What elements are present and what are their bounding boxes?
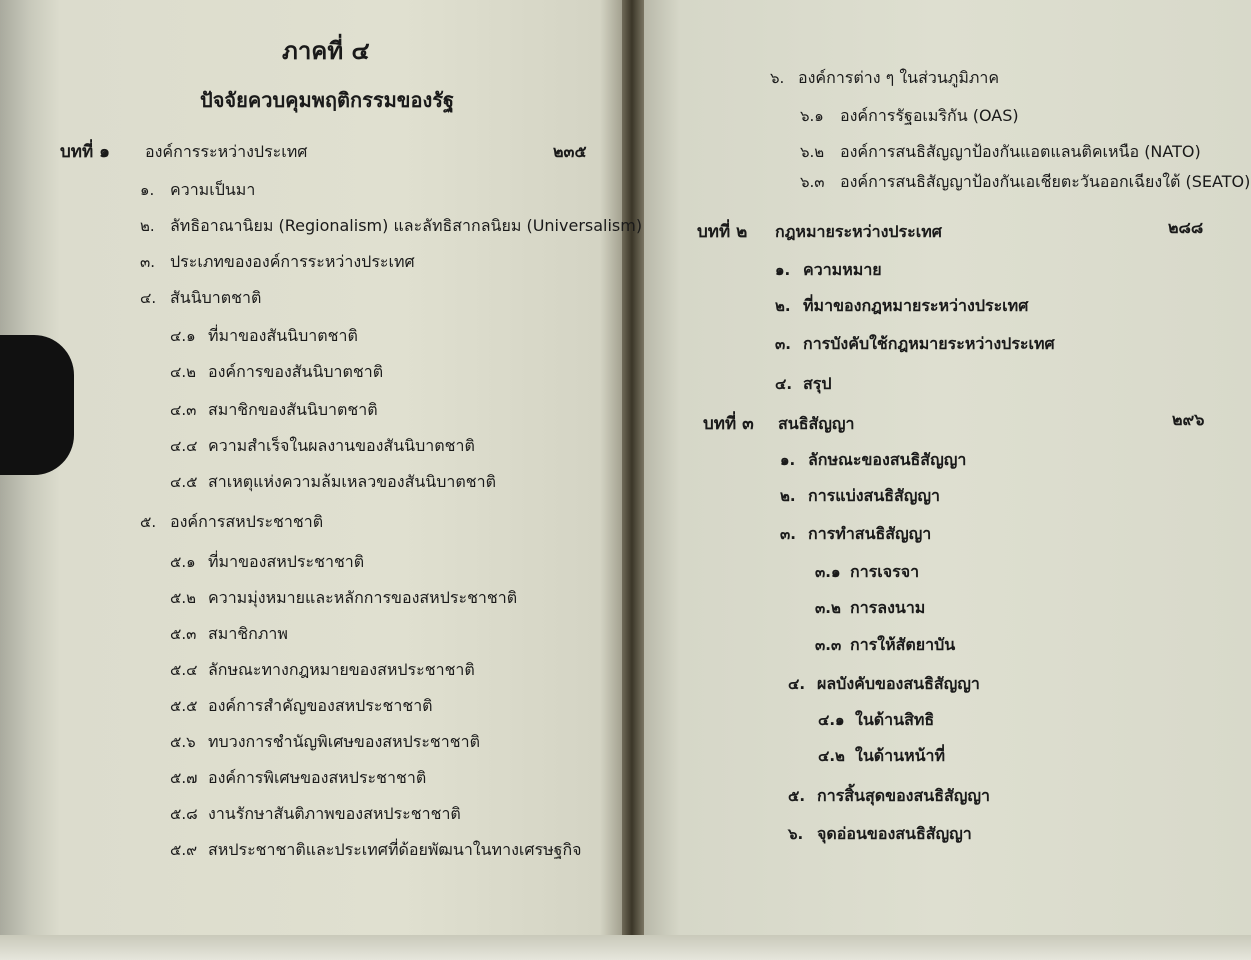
- toc-item-number: ๖.๒: [800, 143, 825, 161]
- black-clip-object: [0, 335, 74, 475]
- toc-item-text: ในด้านสิทธิ: [855, 710, 935, 729]
- toc-item-number: ๕.๓: [170, 625, 197, 643]
- toc-item-text: การลงนาม: [850, 598, 926, 617]
- toc-item-text: ที่มาของสหประชาชาติ: [208, 552, 365, 571]
- toc-item-number: ๕.๕: [170, 697, 198, 715]
- toc-item-text: ลัทธิอาณานิยม (Regionalism) และลัทธิสากลนิยม (Universalism): [170, 216, 643, 235]
- toc-item-text: การแบ่งสนธิสัญญา: [808, 486, 941, 505]
- toc-item-text: การทำสนธิสัญญา: [808, 524, 932, 543]
- toc-item-text: งานรักษาสันติภาพของสหประชาชาติ: [208, 804, 461, 823]
- toc-item-text: ความหมาย: [803, 260, 882, 279]
- toc-item-text: สรุป: [803, 374, 832, 393]
- toc-item-text: สาเหตุแห่งความล้มเหลวของสันนิบาตชาติ: [208, 472, 496, 491]
- toc-item-text: การให้สัตยาบัน: [850, 635, 956, 654]
- toc-item-text: องค์การสนธิสัญญาป้องกันแอตแลนติคเหนือ (NATO): [840, 142, 1201, 161]
- toc-item-number: ๔.๒: [170, 363, 197, 381]
- chapter-1-title: องค์การระหว่างประเทศ: [145, 142, 308, 161]
- toc-item-text: องค์การสหประชาชาติ: [170, 512, 324, 531]
- chapter-3-page: ๒๙๖: [1172, 410, 1205, 429]
- toc-item-number: ๕.: [788, 787, 806, 805]
- toc-item-text: ความมุ่งหมายและหลักการของสหประชาชาติ: [208, 588, 518, 607]
- toc-item-number: ๕.๙: [170, 841, 198, 859]
- toc-item-number: ๖.๓: [800, 173, 825, 191]
- toc-item-number: ๒.: [140, 217, 155, 235]
- toc-item-text: จุดอ่อนของสนธิสัญญา: [817, 824, 972, 843]
- book-gutter: [622, 0, 644, 960]
- toc-item-number: ๒.: [780, 487, 796, 505]
- chapter-1-label: บทที่ ๑: [60, 142, 110, 162]
- toc-item-text: องค์การต่าง ๆ ในส่วนภูมิภาค: [798, 68, 1000, 87]
- toc-item-number: ๓.: [775, 335, 791, 353]
- toc-item-text: ผลบังคับของสนธิสัญญา: [817, 674, 980, 693]
- toc-item-text: สหประชาชาติและประเทศที่ด้อยพัฒนาในทางเศรษฐกิจ: [208, 840, 582, 859]
- toc-item-text: องค์การพิเศษของสหประชาชาติ: [208, 768, 427, 787]
- toc-item-number: ๔.๕: [170, 473, 198, 491]
- toc-item-text: การเจรจา: [850, 562, 920, 581]
- chapter-3-title: สนธิสัญญา: [778, 414, 855, 433]
- toc-item-number: ๓.๑: [815, 563, 841, 581]
- toc-item-text: สมาชิกภาพ: [208, 624, 288, 643]
- toc-item-number: ๔.: [140, 289, 157, 307]
- part-title: ภาคที่ ๔: [282, 37, 370, 65]
- toc-item-number: ๕.๒: [170, 589, 197, 607]
- toc-item-number: ๔.๓: [170, 401, 197, 419]
- chapter-2-label: บทที่ ๒: [697, 222, 748, 242]
- toc-item-number: ๔.๑: [170, 327, 196, 345]
- toc-item-text: องค์การของสันนิบาตชาติ: [208, 362, 384, 381]
- toc-item-number: ๑.: [140, 181, 155, 199]
- toc-item-number: ๓.: [140, 253, 156, 271]
- toc-item-text: สมาชิกของสันนิบาตชาติ: [208, 400, 378, 419]
- chapter-2-title: กฎหมายระหว่างประเทศ: [775, 222, 942, 241]
- toc-item-number: ๔.๒: [818, 747, 845, 765]
- toc-item-text: ความสำเร็จในผลงานของสันนิบาตชาติ: [208, 436, 475, 455]
- toc-item-number: ๓.๒: [815, 599, 841, 617]
- toc-item-text: ในด้านหน้าที่: [855, 746, 946, 765]
- toc-item-number: ๖.๑: [800, 107, 824, 125]
- chapter-3-label: บทที่ ๓: [703, 414, 754, 434]
- toc-item-text: ลักษณะของสนธิสัญญา: [808, 450, 967, 469]
- toc-item-number: ๓.๓: [815, 636, 842, 654]
- toc-item-text: องค์การรัฐอเมริกัน (OAS): [840, 106, 1019, 125]
- toc-item-number: ๔.๑: [818, 711, 845, 729]
- toc-item-number: ๕.๗: [170, 769, 198, 787]
- toc-item-number: ๒.: [775, 297, 791, 315]
- toc-item-number: ๑.: [780, 451, 796, 469]
- toc-item-text: ที่มาของกฎหมายระหว่างประเทศ: [803, 296, 1029, 315]
- toc-item-number: ๕.๖: [170, 733, 196, 751]
- toc-item-text: ที่มาของสันนิบาตชาติ: [208, 326, 358, 345]
- toc-item-text: ทบวงการชำนัญพิเศษของสหประชาชาติ: [208, 732, 480, 751]
- toc-item-number: ๓.: [780, 525, 796, 543]
- chapter-2-page: ๒๘๘: [1168, 218, 1204, 237]
- chapter-1-page: ๒๓๕: [553, 142, 587, 161]
- toc-item-number: ๔.: [775, 375, 793, 393]
- toc-item-text: สันนิบาตชาติ: [170, 288, 262, 307]
- toc-item-text: องค์การสำคัญของสหประชาชาติ: [208, 696, 433, 715]
- toc-item-number: ๕.: [140, 513, 157, 531]
- page-bottom-edge: [0, 935, 1251, 960]
- toc-item-number: ๕.๔: [170, 661, 198, 679]
- toc-item-number: ๕.๘: [170, 805, 198, 823]
- toc-item-number: ๖.: [788, 825, 804, 843]
- toc-item-number: ๔.๔: [170, 437, 198, 455]
- toc-item-number: ๕.๑: [170, 553, 196, 571]
- toc-item-text: การสิ้นสุดของสนธิสัญญา: [817, 786, 990, 805]
- toc-item-text: องค์การสนธิสัญญาป้องกันเอเชียตะวันออกเฉียงใต้ (SEATO): [840, 172, 1251, 191]
- part-subtitle: ปัจจัยควบคุมพฤติกรรมของรัฐ: [200, 88, 455, 112]
- toc-item-number: ๔.: [788, 675, 806, 693]
- toc-item-text: ประเภทขององค์การระหว่างประเทศ: [170, 252, 415, 271]
- toc-item-text: ลักษณะทางกฎหมายของสหประชาชาติ: [208, 660, 475, 679]
- toc-item-text: ความเป็นมา: [170, 180, 256, 199]
- toc-item-number: ๑.: [775, 261, 791, 279]
- toc-item-text: การบังคับใช้กฎหมายระหว่างประเทศ: [803, 334, 1055, 353]
- toc-item-number: ๖.: [770, 69, 785, 87]
